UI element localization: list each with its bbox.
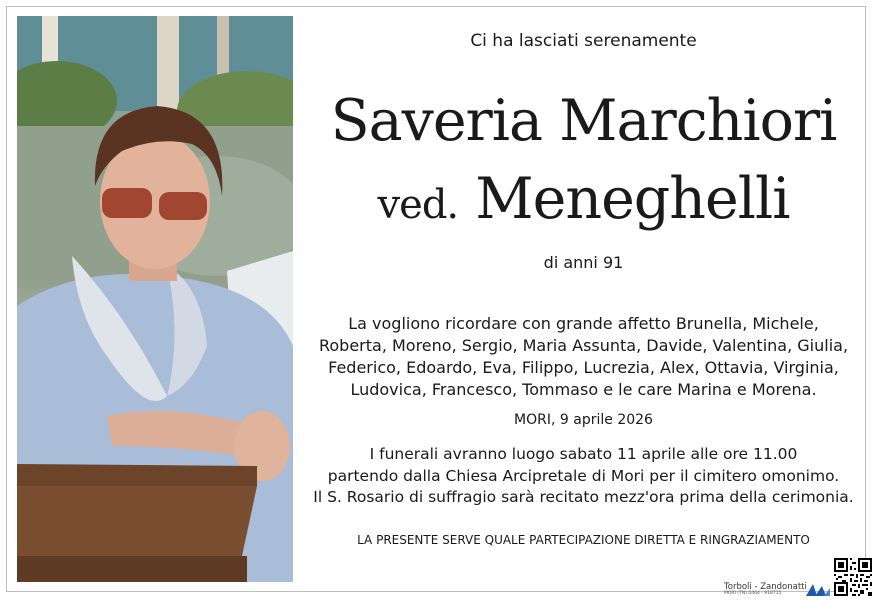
funeral-line: Il S. Rosario di suffragio sarà recitato mezz'ora prima della cerimonia. <box>313 488 854 506</box>
married-name <box>293 166 874 232</box>
agency-info: MORI (TN) 0464 - 918715 <box>724 591 782 596</box>
agency-mark-icon <box>806 584 830 596</box>
agency-logo <box>724 582 834 598</box>
family-message: La vogliono ricordare con grande affetto Brunella, Michele, Roberta, Moreno, Sergio, Maria Assunta, Davide, Valentina, Giulia, Federico, Edoardo, Eva, Filippo, Lucrezia, Alex, Ottavia, Virginia, Ludovica, Francesco, Tommaso e le care Marina e Morena. <box>318 314 849 399</box>
agency-name: Torboli - Zandonatti <box>724 582 807 592</box>
funeral-line: partendo dalla Chiesa Arcipretale di Mori per il cimitero omonimo. <box>327 466 840 485</box>
closing-notice: LA PRESENTE SERVE QUALE PARTECIPAZIONE DIRETTA E RINGRAZIAMENTO <box>357 533 810 547</box>
funeral-details <box>293 444 874 509</box>
widow-prefix: ved. <box>377 182 459 228</box>
place-date: MORI, 9 aprile 2026 <box>514 412 653 428</box>
funeral-line: I funerali avranno luogo sabato 11 aprile alle ore 11.00 <box>369 445 798 463</box>
qr-code-icon <box>834 558 872 596</box>
portrait-photo <box>17 16 293 582</box>
intro-text: Ci ha lasciati serenamente <box>470 31 697 51</box>
married-surname: Meneghelli <box>475 166 790 232</box>
deceased-name: Saveria Marchiori <box>330 88 837 154</box>
age-text: di anni 91 <box>543 253 624 272</box>
